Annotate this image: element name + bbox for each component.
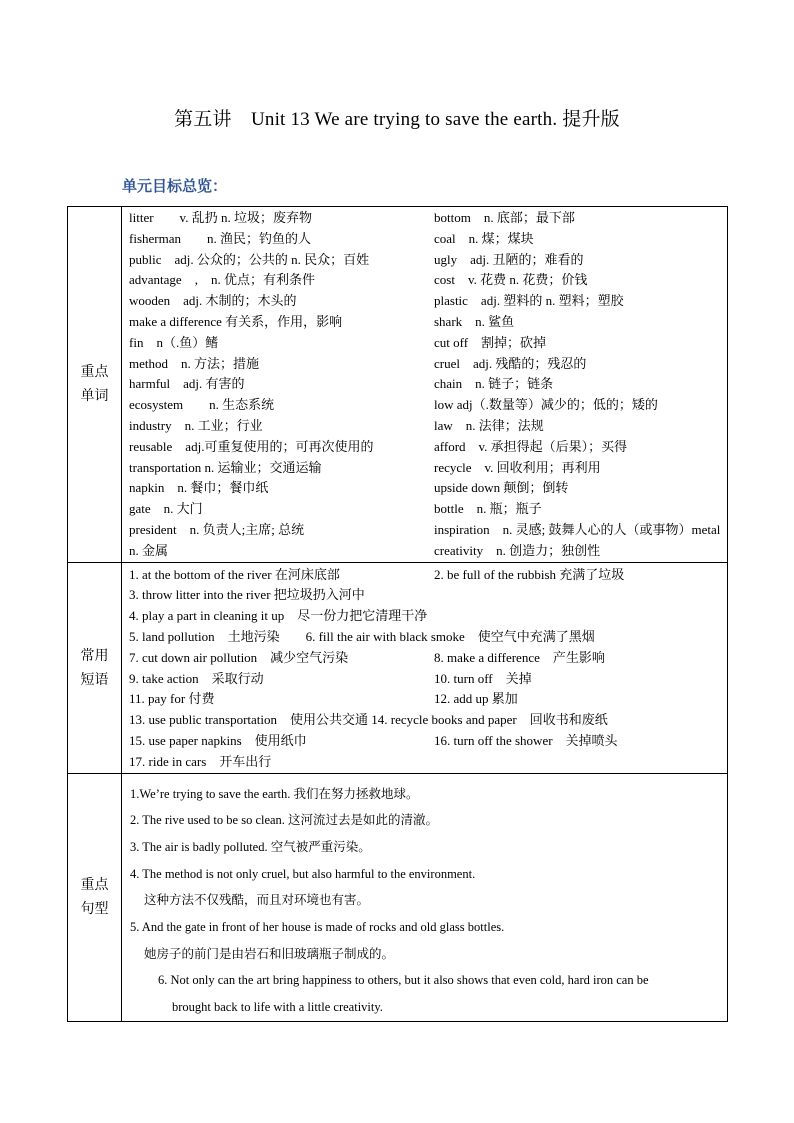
vocab-row xyxy=(122,458,727,479)
sentence-section xyxy=(68,773,728,1021)
phrase-row-left: 3. throw litter into the river 把垃圾扔入河中 xyxy=(129,587,365,603)
phrase-row-left: 7. cut down air pollution 减少空气污染 xyxy=(129,649,349,665)
phrase-label: 常用 短语 xyxy=(68,562,122,773)
page-title: 第五讲 Unit 13 We are trying to save the earth. 提升版 xyxy=(174,109,620,130)
sentence-line: 5. And the gate in front of her house is made of rocks and old glass bottles. xyxy=(130,919,505,934)
vocab-row-right: recycle v. 回收利用；再利用 xyxy=(434,459,601,475)
vocab-row-right: shark n. 鲨鱼 xyxy=(434,313,515,329)
sentence-line: 4. The method is not only cruel, but also harmful to the environment. xyxy=(130,866,476,881)
vocab-row xyxy=(122,395,727,416)
sentence-content xyxy=(122,773,728,1021)
overview-table xyxy=(67,206,728,1022)
phrase-row-left: 9. take action 采取行动 xyxy=(129,670,264,686)
phrase-row xyxy=(122,606,727,627)
phrase-row-left: 1. at the bottom of the river 在河床底部 xyxy=(129,566,340,582)
vocab-label: 重点 单词 xyxy=(68,207,122,563)
sentence-line: 2. The rive used to be so clean. 这河流过去是如此的清澈。 xyxy=(130,813,439,828)
vocab-row-left: advantage , n. 优点；有利条件 xyxy=(129,272,315,288)
vocab-row-left: president n. 负责人;主席; 总统 xyxy=(129,521,305,537)
vocab-row-right: cut off 割掉；砍掉 xyxy=(434,334,547,350)
vocab-row xyxy=(122,541,727,562)
sentence-line: 她房子的前门是由岩石和旧玻璃瓶子制成的。 xyxy=(144,946,395,961)
sentence-label: 重点 句型 xyxy=(68,773,122,1021)
phrase-row-right: 16. turn off the shower 关掉喷头 xyxy=(434,732,618,748)
vocab-row xyxy=(122,291,727,312)
vocab-row-right: creativity n. 创造力；独创性 xyxy=(434,542,601,558)
vocab-row-right: ugly adj. 丑陋的；难看的 xyxy=(434,251,584,267)
phrase-row xyxy=(122,731,727,752)
vocab-row xyxy=(122,374,727,395)
vocab-row xyxy=(122,478,727,499)
vocab-row-left: fisherman n. 渔民；钓鱼的人 xyxy=(129,230,311,246)
vocab-row-left: make a difference 有关系，作用，影响 xyxy=(129,313,343,329)
vocab-row-left: n. 金属 xyxy=(129,542,169,558)
vocab-section xyxy=(68,207,728,563)
vocab-row-right: inspiration n. 灵感; 鼓舞人心的人（或事物）metal xyxy=(434,521,721,537)
section-heading: 单元目标总览： xyxy=(122,177,228,195)
phrase-row xyxy=(122,585,727,606)
vocab-row-left: gate n. 大门 xyxy=(129,501,203,517)
vocab-row-right: upside down 颠倒；倒转 xyxy=(434,480,569,496)
phrase-row xyxy=(122,565,727,586)
phrase-row-left: 17. ride in cars 开车出行 xyxy=(129,753,272,769)
phrase-row xyxy=(122,689,727,710)
vocab-content xyxy=(122,207,728,563)
phrase-row xyxy=(122,648,727,669)
vocab-row xyxy=(122,250,727,271)
sentence-line: 1.We’re trying to save the earth. 我们在努力拯救地球。 xyxy=(130,786,419,801)
vocab-row-left: harmful adj. 有害的 xyxy=(129,376,245,392)
vocab-row-left: industry n. 工业；行业 xyxy=(129,417,263,433)
vocab-row xyxy=(122,437,727,458)
vocab-row-left: wooden adj. 木制的；木头的 xyxy=(129,293,297,309)
phrase-row-right: 10. turn off 关掉 xyxy=(434,670,532,686)
phrase-content xyxy=(122,562,728,773)
vocab-row-left: public adj. 公众的；公共的 n. 民众；百姓 xyxy=(129,251,370,267)
vocab-row-right: cost v. 花费 n. 花费；价钱 xyxy=(434,272,588,288)
sentence-line: brought back to life with a little creativity. xyxy=(172,1000,383,1015)
vocab-row-left: napkin n. 餐巾；餐巾纸 xyxy=(129,480,269,496)
sentence-line: 6. Not only can the art bring happiness to others, but it also shows that even cold, hard iron can be xyxy=(158,973,649,988)
phrase-row-left: 11. pay for 付费 xyxy=(129,691,215,707)
vocab-row-right: plastic adj. 塑料的 n. 塑料；塑胶 xyxy=(434,293,624,309)
vocab-row-left: reusable adj.可重复使用的；可再次使用的 xyxy=(129,438,374,454)
vocab-row xyxy=(122,520,727,541)
phrase-row xyxy=(122,710,727,731)
vocab-row xyxy=(122,354,727,375)
vocab-row-right: afford v. 承担得起（后果）；买得 xyxy=(434,438,628,454)
phrase-row-left: 4. play a part in cleaning it up 尽一份力把它清理干净 xyxy=(129,608,428,624)
vocab-row-left: fin n（.鱼）鳍 xyxy=(129,334,219,350)
vocab-row-right: coal n. 煤；煤块 xyxy=(434,230,534,246)
vocab-row xyxy=(122,270,727,291)
vocab-row xyxy=(122,229,727,250)
vocab-row-right: bottle n. 瓶；瓶子 xyxy=(434,501,542,517)
vocab-row-right: bottom n. 底部；最下部 xyxy=(434,210,575,225)
phrase-row-right: 2. be full of the rubbish 充满了垃圾 xyxy=(434,566,625,582)
sentence-line: 3. The air is badly polluted. 空气被严重污染。 xyxy=(130,839,371,854)
phrase-row-left: 5. land pollution 土地污染 6. fill the air with black smoke 使空气中充满了黑烟 xyxy=(129,628,595,644)
sentence-line: 这种方法不仅残酷，而且对环境也有害。 xyxy=(144,893,370,908)
phrase-row xyxy=(122,752,727,773)
vocab-row-right: low adj（.数量等）减少的；低的；矮的 xyxy=(434,397,658,413)
phrase-row-left: 15. use paper napkins 使用纸巾 xyxy=(129,732,307,748)
phrase-section xyxy=(68,562,728,773)
phrase-row-right: 12. add up 累加 xyxy=(434,691,518,707)
vocab-row xyxy=(122,333,727,354)
vocab-row-right: cruel adj. 残酷的；残忍的 xyxy=(434,355,587,371)
phrase-row-right: 8. make a difference 产生影响 xyxy=(434,649,605,665)
phrase-row xyxy=(122,669,727,690)
vocab-row xyxy=(122,416,727,437)
vocab-row xyxy=(122,499,727,520)
vocab-row-left: method n. 方法；措施 xyxy=(129,355,259,371)
vocab-row-right: law n. 法律；法规 xyxy=(434,417,544,433)
vocab-row-left: litter v. 乱扔 n. 垃圾；废弃物 xyxy=(129,210,312,225)
vocab-row-right: chain n. 链子；链条 xyxy=(434,376,554,392)
vocab-row xyxy=(122,312,727,333)
vocab-row-left: transportation n. 运输业；交通运输 xyxy=(129,459,322,475)
phrase-row-left: 13. use public transportation 使用公共交通 14. recycle books and paper 回收书和废纸 xyxy=(129,712,608,728)
vocab-row xyxy=(122,208,727,229)
vocab-row-left: ecosystem n. 生态系统 xyxy=(129,397,275,413)
phrase-row xyxy=(122,627,727,648)
